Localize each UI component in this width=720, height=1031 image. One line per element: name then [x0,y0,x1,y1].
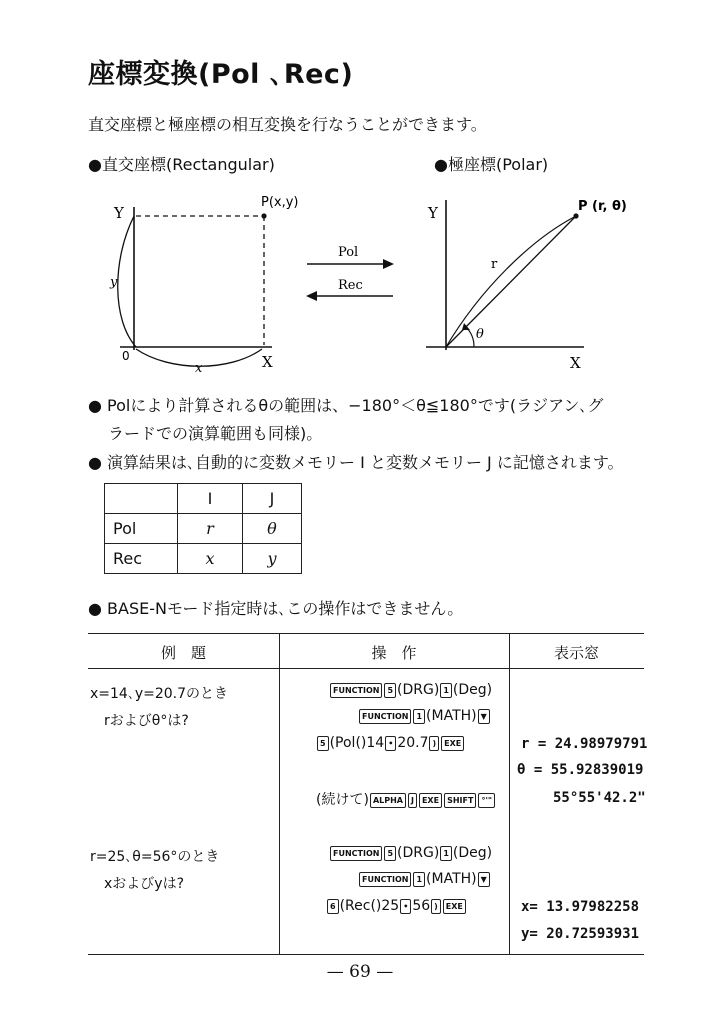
ex2-result-x: x= 13.97982258 [521,899,640,915]
ex1-op-line-2 [358,708,491,724]
bullet-basen: ● BASE-Nモード指定時は､この操作はできません。 [88,599,464,618]
memory-table-header [105,484,302,514]
ex2-question-2: xおよびyは? [104,876,185,892]
table-bottom-rule [88,954,644,955]
polar-r-label: r [491,257,498,272]
table-row [105,514,302,544]
table-divider-1 [279,634,280,955]
close-paren-key[interactable]: ) [431,899,441,914]
ex1-op-line-4 [316,789,496,809]
pol-arrow-head [383,259,394,269]
header-cell-i: I [178,484,243,514]
polar-point-label: P (r, θ) [578,199,627,214]
key-6[interactable]: 6 [327,899,339,914]
coordinate-diagram [0,0,720,380]
ex2-result-y: y= 20.72593931 [521,926,640,942]
row-label-pol: Pol [105,514,178,544]
polar-diagram [426,199,627,372]
cell-r: r [178,514,243,544]
ex1-op-line-1 [329,682,492,698]
table-header-rule [88,668,644,669]
rect-point [261,213,266,218]
table-row [105,544,302,574]
op-text: (DRG) [397,682,440,698]
op-text: (続けて) [316,792,369,808]
polar-y-axis-label: Y [428,204,438,222]
key-1[interactable]: 1 [440,846,452,861]
page-title: 座標変換(Pol ､Rec) [88,59,354,90]
key-5[interactable]: 5 [384,846,396,861]
row-label-rec: Rec [105,544,178,574]
header-cell [105,484,178,514]
down-arrow-key[interactable]: ▼ [478,872,490,887]
close-paren-key[interactable]: ) [429,736,439,751]
comma-key[interactable]: • [400,899,411,914]
op-text: (MATH) [426,708,477,724]
cell-theta: θ [243,514,302,544]
conversion-arrows [306,245,394,301]
bullet-memory: ● 演算結果は､自動的に変数メモリー I と変数メモリー J に記憶されます。 [88,453,624,472]
ex1-result-dms: 55°55'42.2" [553,790,646,806]
ex1-question-1: x=14､y=20.7のとき [90,686,229,702]
ex2-question-1: r=25､θ=56°のとき [90,849,220,865]
op-text: (MATH) [426,871,477,887]
key-5[interactable]: 5 [384,683,396,698]
function-key[interactable]: FUNCTION [330,683,382,698]
key-5[interactable]: 5 [317,736,329,751]
cell-x: x [178,544,243,574]
ex2-op-line-3 [326,898,467,914]
rec-arrow-head [306,291,317,301]
rect-y-axis-label: Y [114,204,124,222]
exe-key[interactable]: EXE [443,899,466,914]
exe-key[interactable]: EXE [419,793,442,808]
op-text: (Pol()14 [329,735,385,751]
function-key[interactable]: FUNCTION [330,846,382,861]
key-1[interactable]: 1 [413,709,425,724]
bullet-range: ● Polにより計算されるθの範囲は、−180°＜θ≦180°です(ラジアン､グ [88,396,604,415]
rect-x-axis-label: X [262,353,273,371]
col-header-operation: 操 作 [371,644,417,662]
rect-point-label: P(x,y) [261,195,299,210]
memory-table [104,483,302,574]
op-text: (DRG) [397,845,440,861]
rect-origin: 0 [122,349,130,363]
table-divider-2 [509,634,510,955]
dms-key[interactable]: °'" [478,793,495,808]
key-1[interactable]: 1 [413,872,425,887]
down-arrow-key[interactable]: ▼ [478,709,490,724]
exe-key[interactable]: EXE [441,736,464,751]
polar-header: ●極座標(Polar) [434,155,549,174]
op-text: 56 [412,898,431,914]
rect-x-label: x [195,361,203,376]
j-key[interactable]: J [408,793,417,808]
header-cell-j: J [243,484,302,514]
polar-x-axis-label: X [570,354,581,372]
page-number: — 69 — [326,962,394,982]
polar-point [573,213,578,218]
op-text: (Deg) [452,682,493,698]
comma-key[interactable]: • [385,736,396,751]
table-top-rule [88,633,644,634]
cell-y: y [243,544,302,574]
ex1-op-line-3 [316,735,465,751]
ex1-question-2: rおよびθ°は? [104,713,189,729]
function-key[interactable]: FUNCTION [359,872,411,887]
ex2-op-line-1 [329,845,492,861]
rect-y-label: y [110,275,118,290]
op-text: (Deg) [452,845,493,861]
ex1-result-r: r = 24.98979791 [521,736,648,752]
col-header-display: 表示窓 [553,644,599,662]
shift-key[interactable]: SHIFT [444,793,476,808]
op-text: 20.7 [397,735,429,751]
op-text: (Rec()25 [339,898,400,914]
intro-text: 直交座標と極座標の相互変換を行なうことができます。 [88,115,487,134]
key-1[interactable]: 1 [440,683,452,698]
ex1-result-theta: θ = 55.92839019 [517,762,644,778]
rect-header: ●直交座標(Rectangular) [88,155,275,174]
rec-arrow-label: Rec [338,278,363,293]
ex2-op-line-2 [358,871,491,887]
rect-diagram [109,195,299,376]
polar-theta-label: θ [476,327,484,342]
bullet-range-cont: ラードでの演算範囲も同様)。 [108,424,323,443]
pol-arrow-label: Pol [338,245,359,260]
col-header-example: 例 題 [160,644,206,662]
function-key[interactable]: FUNCTION [359,709,411,724]
alpha-key[interactable]: ALPHA [370,793,406,808]
